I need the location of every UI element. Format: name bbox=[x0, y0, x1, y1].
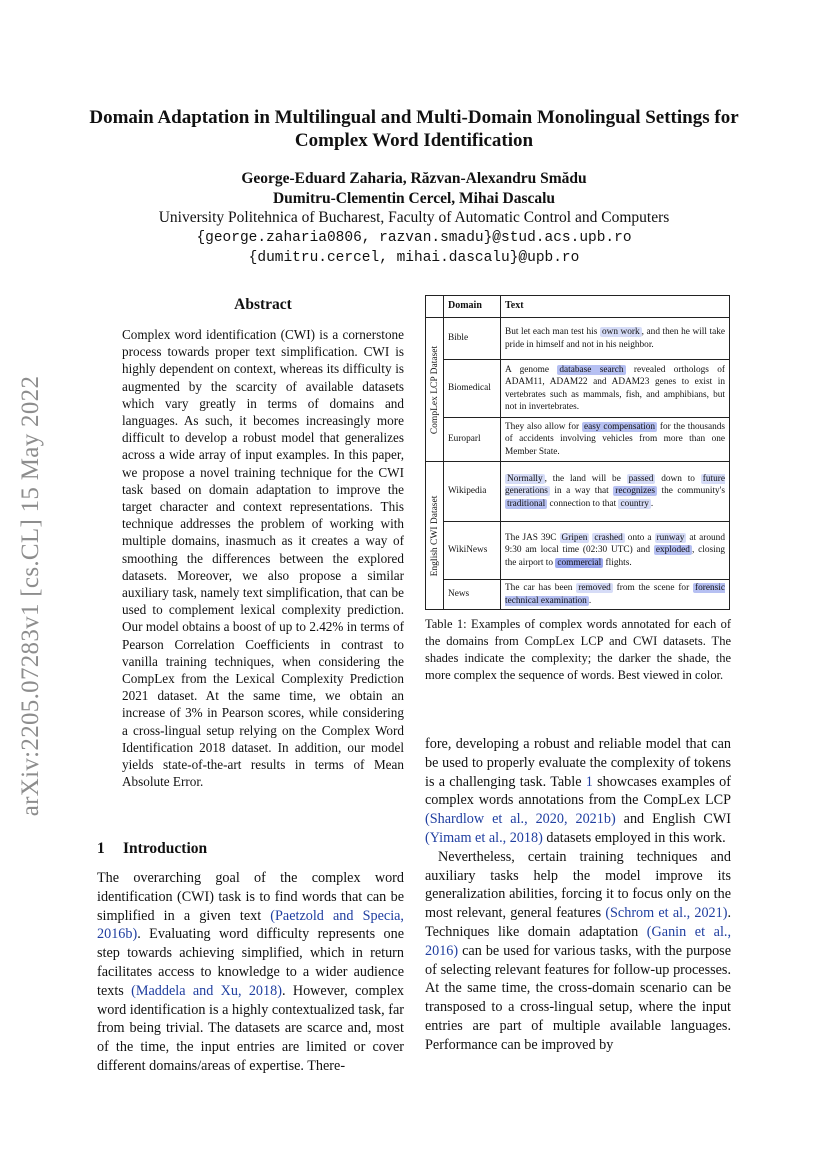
table-caption: Table 1: Examples of complex words annotated for each of the domains from CompLex LCP and CWI datasets. The shades indicate the complexity; the darker the shade, the more complex the sequence of words. Best viewed in color. bbox=[425, 617, 731, 682]
authors-line-2: Dumitru-Clementin Cercel, Mihai Dascalu bbox=[272, 190, 556, 207]
group-label-cwi bbox=[426, 462, 444, 610]
paragraph: fore, developing a robust and reliable model that can be used to properly evaluate the complexity of tokens is a challenging task. Table 1 showcases examples of complex words annotations from the CompLex LCP (Shardlow et al., 2020, 2021b) and English CWI (Yimam et al., 2018) datasets employed in this work. bbox=[425, 736, 731, 846]
citation-link[interactable]: (Maddela and Xu, 2018) bbox=[131, 982, 282, 999]
paper-title: Domain Adaptation in Multilingual and Multi-Domain Monolingual Settings for Complex Word Identification bbox=[89, 107, 739, 151]
section-heading-introduction bbox=[97, 840, 207, 858]
table-reference-link[interactable]: 1 bbox=[585, 773, 593, 790]
highlighted-phrase: forensic technical examination bbox=[505, 583, 725, 606]
text-cell: Normally , the land will be passed down to future generations in a way that recognizes the community's traditional connection to that country . bbox=[501, 462, 730, 522]
table-header-row bbox=[426, 296, 730, 318]
citation-link[interactable]: (Shardlow et al., 2020, 2021b) bbox=[425, 811, 616, 828]
highlighted-phrase: future generations bbox=[505, 474, 725, 497]
arxiv-stamp-text: arXiv:2205.07283v1 [cs.CL] 15 May 2022 bbox=[17, 375, 44, 817]
highlighted-phrase: country bbox=[620, 498, 649, 509]
table-row bbox=[426, 462, 730, 522]
table-corner bbox=[426, 296, 444, 318]
intro-text-1: The overarching goal of the complex word identification (CWI) task is to find words that can be simplified in a given text bbox=[97, 870, 404, 924]
domain-cell: WikiNews bbox=[444, 522, 501, 580]
highlighted-phrase: easy compensation bbox=[584, 422, 656, 433]
table-row bbox=[426, 580, 730, 610]
highlighted-phrase: Normally bbox=[507, 474, 543, 485]
text-cell: They also allow for easy compensation for the thousands of accidents involving vehicles from more than one Member State. bbox=[501, 418, 730, 462]
citation-link[interactable]: (Paetzold and Specia, 2016b) bbox=[97, 907, 404, 943]
highlighted-phrase: exploded bbox=[655, 545, 690, 556]
domain-cell: Bible bbox=[444, 318, 501, 360]
domain-cell: Europarl bbox=[444, 418, 501, 462]
citation-link[interactable]: (Yimam et al., 2018) bbox=[425, 829, 543, 846]
intro-text-2: . Evaluating word difficulty represents one step towards achieving simplified, which in return facilitates access to knowledge to a wider audience texts bbox=[97, 926, 404, 999]
group-label-complex bbox=[426, 318, 444, 462]
emails-line-1: {george.zaharia0806, razvan.smadu}@stud.acs.upb.ro bbox=[196, 230, 632, 246]
domain-cell: Wikipedia bbox=[444, 462, 501, 522]
highlighted-phrase: Gripen bbox=[561, 533, 588, 544]
highlighted-phrase: passed bbox=[628, 474, 654, 485]
intro-paragraph bbox=[97, 869, 404, 1076]
table-row bbox=[426, 318, 730, 360]
group-label-text: English CWI Dataset bbox=[429, 495, 440, 576]
highlighted-phrase: own work bbox=[601, 327, 640, 338]
table-row bbox=[426, 418, 730, 462]
domain-cell: News bbox=[444, 580, 501, 610]
affiliation: University Politehnica of Bucharest, Faculty of Automatic Control and Computers bbox=[158, 209, 670, 226]
section-number: 1 bbox=[97, 840, 105, 857]
highlighted-phrase: traditional bbox=[507, 498, 546, 509]
highlighted-phrase: commercial bbox=[557, 557, 602, 568]
domain-cell: Biomedical bbox=[444, 360, 501, 418]
authors-line-1: George-Eduard Zaharia, Răzvan-Alexandru Smădu bbox=[241, 170, 587, 187]
highlighted-phrase: runway bbox=[656, 533, 685, 544]
arxiv-stamp bbox=[6, 336, 56, 856]
affiliation-block bbox=[80, 208, 748, 268]
authors bbox=[80, 169, 748, 209]
abstract-heading: Abstract bbox=[234, 296, 292, 313]
column-header-text: Text bbox=[501, 296, 730, 318]
highlighted-phrase: recognizes bbox=[615, 486, 655, 497]
highlighted-phrase: crashed bbox=[594, 533, 623, 544]
text-cell: The JAS 39C Gripen crashed onto a runway at around 9:30 am local time (02:30 UTC) and exploded , closing the airport to commercial flights. bbox=[501, 522, 730, 580]
abstract-text: Complex word identification (CWI) is a cornerstone process towards proper text simplification. CWI is highly dependent on context, whereas its difficulty is augmented by the scarcity of available datasets which vary greatly in terms of domains and languages. As such, it becomes increasingly more difficult to develop a robust model that generalizes across a wide array of input examples. In this paper, we propose a novel training technique for the CWI task based on domain adaptation to improve the target character and context representations. This technique addresses the problem of working with multiple domains, inasmuch as it creates a way of smoothing the differences between the explored datasets. Moreover, we also propose a similar auxiliary task, namely text simplification, that can be used to complement lexical complexity prediction. Our model obtains a boost of up to 2.42% in terms of Pearson Correlation Coefficients in contrast to vanilla training techniques, when considering the CompLex from the Lexical Complexity Prediction 2021 dataset. At the same time, we obtain an increase of 3% in Pearson scores, while considering a cross-lingual setup relying on the Complex Word Identification 2018 dataset. In addition, our model yields state-of-the-art results in terms of Mean Absolute Error. bbox=[122, 327, 404, 790]
section-title: Introduction bbox=[123, 840, 208, 857]
emails-line-2: {dumitru.cercel, mihai.dascalu}@upb.ro bbox=[248, 250, 580, 266]
intro-text-3: . However, complex word identification is a highly contextualized task, far from being trivial. The datasets are scarce and, most of the time, the input entries are limited or cover different domains/areas of expertise. There- bbox=[97, 982, 404, 1074]
table-row bbox=[426, 360, 730, 418]
text-cell: The car has been removed from the scene for forensic technical examination . bbox=[501, 580, 730, 610]
group-label-text: CompLex LCP Dataset bbox=[429, 345, 440, 434]
examples-table bbox=[425, 295, 730, 610]
highlighted-phrase: database search bbox=[559, 365, 624, 376]
text-cell: But let each man test his own work , and then he will take pride in himself and not in his neighbor. bbox=[501, 318, 730, 360]
right-column-text bbox=[425, 735, 731, 1055]
text-cell: A genome database search revealed orthologs of ADAM11, ADAM22 and ADAM23 genes to exist in vertebrates such as mammals, fish, and amphibians, but not in invertebrates. bbox=[501, 360, 730, 418]
citation-link[interactable]: (Ganin et al., 2016) bbox=[425, 923, 731, 959]
column-header-domain: Domain bbox=[444, 296, 501, 318]
highlighted-phrase: removed bbox=[578, 583, 611, 594]
citation-link[interactable]: (Schrom et al., 2021) bbox=[605, 905, 728, 922]
paragraph: Nevertheless, certain training techniques and auxiliary tasks help the model improve its generalization abilities, forcing it to focus only on the most relevant, general features (Schrom et al., 2021). Techniques like domain adaptation (Ganin et al., 2016) can be used for various tasks, with the purpose of selecting relevant features for follow-up processes. At the same time, the cross-domain scenario can be transposed to a cross-lingual setup, where the input entries are part of multiple available languages. Performance can be improved by bbox=[425, 848, 732, 1053]
table-row bbox=[426, 522, 730, 580]
